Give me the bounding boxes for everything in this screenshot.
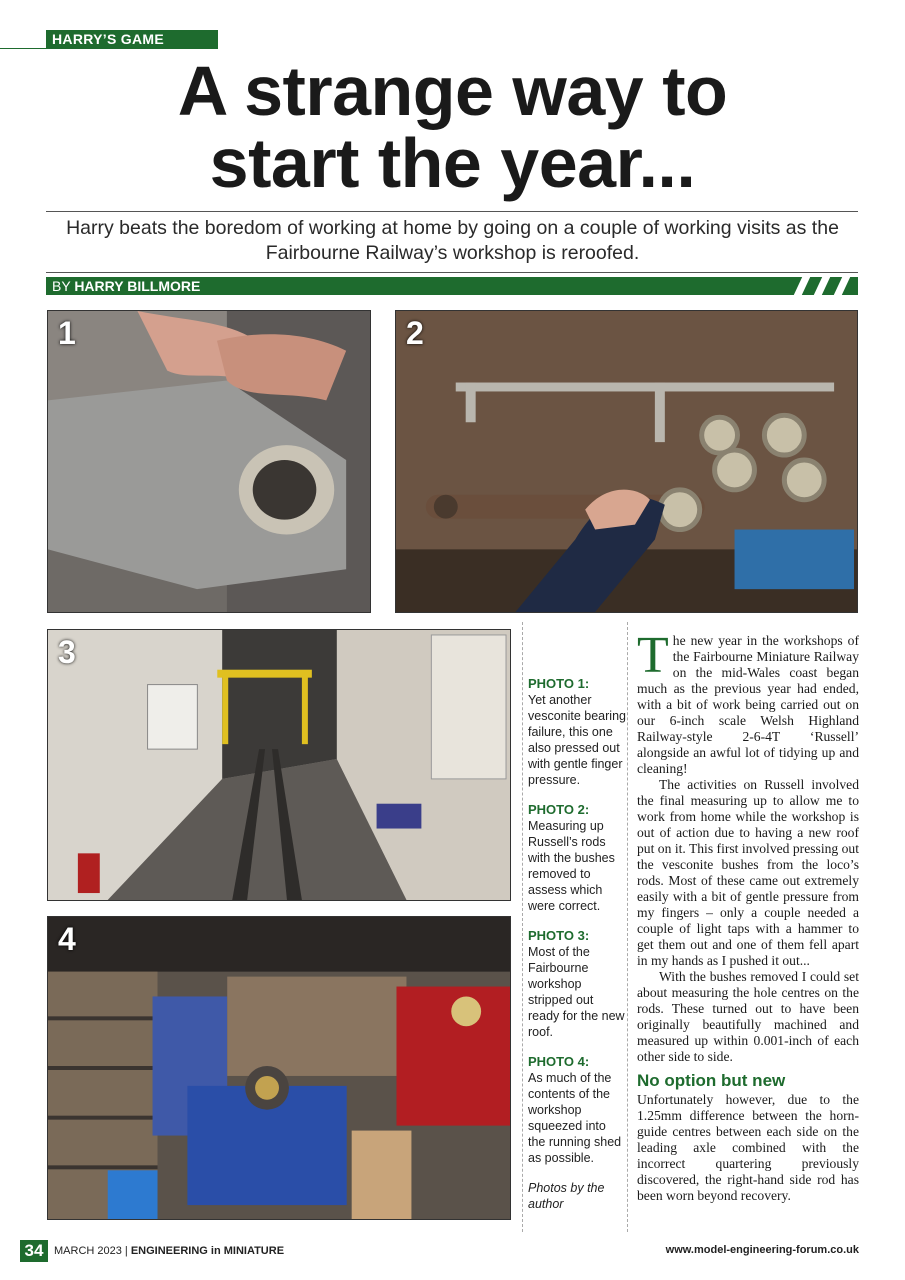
headline-line-1: A strange way to <box>177 52 728 130</box>
drop-cap: T <box>637 627 669 684</box>
body-paragraph-1 <box>637 627 859 777</box>
photo-2-number: 2 <box>406 315 424 351</box>
photo-3-number: 3 <box>58 634 76 670</box>
byline-author: HARRY BILLMORE <box>74 278 201 294</box>
body-subhead: No option but new <box>637 1071 786 1090</box>
photo-1 <box>47 310 371 613</box>
footer-separator: | <box>121 1245 131 1257</box>
caption-text: Most of the Fairbourne workshop stripped out ready for the new roof. <box>528 945 625 1039</box>
captions-column <box>528 676 626 1212</box>
photo-1-image <box>48 311 370 612</box>
caption-heading: PHOTO 3: <box>528 928 590 943</box>
caption-text: Yet another vesconite bearing failure, this one also pressed out with gentle finger pressure. <box>528 693 626 787</box>
article-body <box>637 627 859 1204</box>
photo-4-number: 4 <box>58 921 76 957</box>
headline <box>0 52 905 202</box>
section-tag: HARRY’S GAME <box>46 30 218 48</box>
body-paragraph-2: The activities on Russell involved the final measuring up to allow me to work from home while the workshop is out of action due to having a new roof put on it. This first involved pressing out the vesconite bushes from the loco’s rods. Most of these came out extremely easily with a bit of gentle pressure from my fingers – only a couple needed a couple of light taps with a hammer to get them out and one of them fell apart in my hands as I pushed it out... <box>637 777 859 968</box>
standfirst-top-rule <box>46 211 858 212</box>
caption-divider-left <box>522 622 523 1232</box>
photo-4 <box>47 916 511 1220</box>
headline-line-2: start the year... <box>209 124 696 202</box>
caption-photo-2 <box>528 802 626 914</box>
footer-issue <box>54 1244 284 1258</box>
byline-prefix: BY <box>52 278 75 294</box>
caption-photo-4 <box>528 1054 626 1166</box>
photo-3-image <box>48 630 510 900</box>
footer-issue-date: MARCH 2023 <box>54 1245 122 1257</box>
caption-divider-right <box>627 622 628 1232</box>
body-paragraph-1-text: he new year in the workshops of the Fairbourne Miniature Railway on the mid-Wales coast began much as the previous year had ended, with a bit of work being carried out on our 6-inch scale Welsh Highland Railway-style 2-6-4T ‘Russell’ alongside an awful lot of tidying up and cleaning! <box>637 633 859 776</box>
photo-credit: Photos by the author <box>528 1181 605 1211</box>
body-paragraph-3: With the bushes removed I could set about measuring the hole centres on the rods. These turned out to have been originally beautifully machined and measured up within 0.001-inch of each other side to side. <box>637 969 859 1064</box>
photo-2 <box>395 310 858 613</box>
section-tag-rule <box>0 48 218 49</box>
body-paragraph-4: Unfortunately however, due to the 1.25mm difference between the horn-guide centres between each side on the leading axle combined with the incorrect quartering previously discovered, the right-hand side rod has been worn beyond recovery. <box>637 1092 859 1203</box>
photo-3 <box>47 629 511 901</box>
caption-heading: PHOTO 4: <box>528 1054 590 1069</box>
caption-heading: PHOTO 1: <box>528 676 590 691</box>
caption-photo-1 <box>528 676 626 788</box>
caption-heading: PHOTO 2: <box>528 802 590 817</box>
footer-magazine: ENGINEERING in MINIATURE <box>130 1245 285 1257</box>
photo-4-image <box>48 917 510 1219</box>
standfirst: Harry beats the boredom of working at home by going on a couple of working visits as the Fairbourne Railway’s workshop is reroofed. <box>66 217 839 264</box>
byline-stripes <box>798 277 858 295</box>
byline-bar <box>46 277 858 295</box>
caption-photo-3 <box>528 928 626 1040</box>
caption-text: Measuring up Russell’s rods with the bushes removed to assess which were correct. <box>528 819 615 913</box>
footer-url: www.model-engineering-forum.co.uk <box>665 1244 859 1256</box>
photo-1-number: 1 <box>58 315 76 351</box>
photo-2-image <box>396 311 857 612</box>
caption-text: As much of the contents of the workshop squeezed into the running shed as possible. <box>528 1071 622 1165</box>
standfirst-bottom-rule <box>46 272 858 273</box>
page-number: 34 <box>20 1240 48 1262</box>
